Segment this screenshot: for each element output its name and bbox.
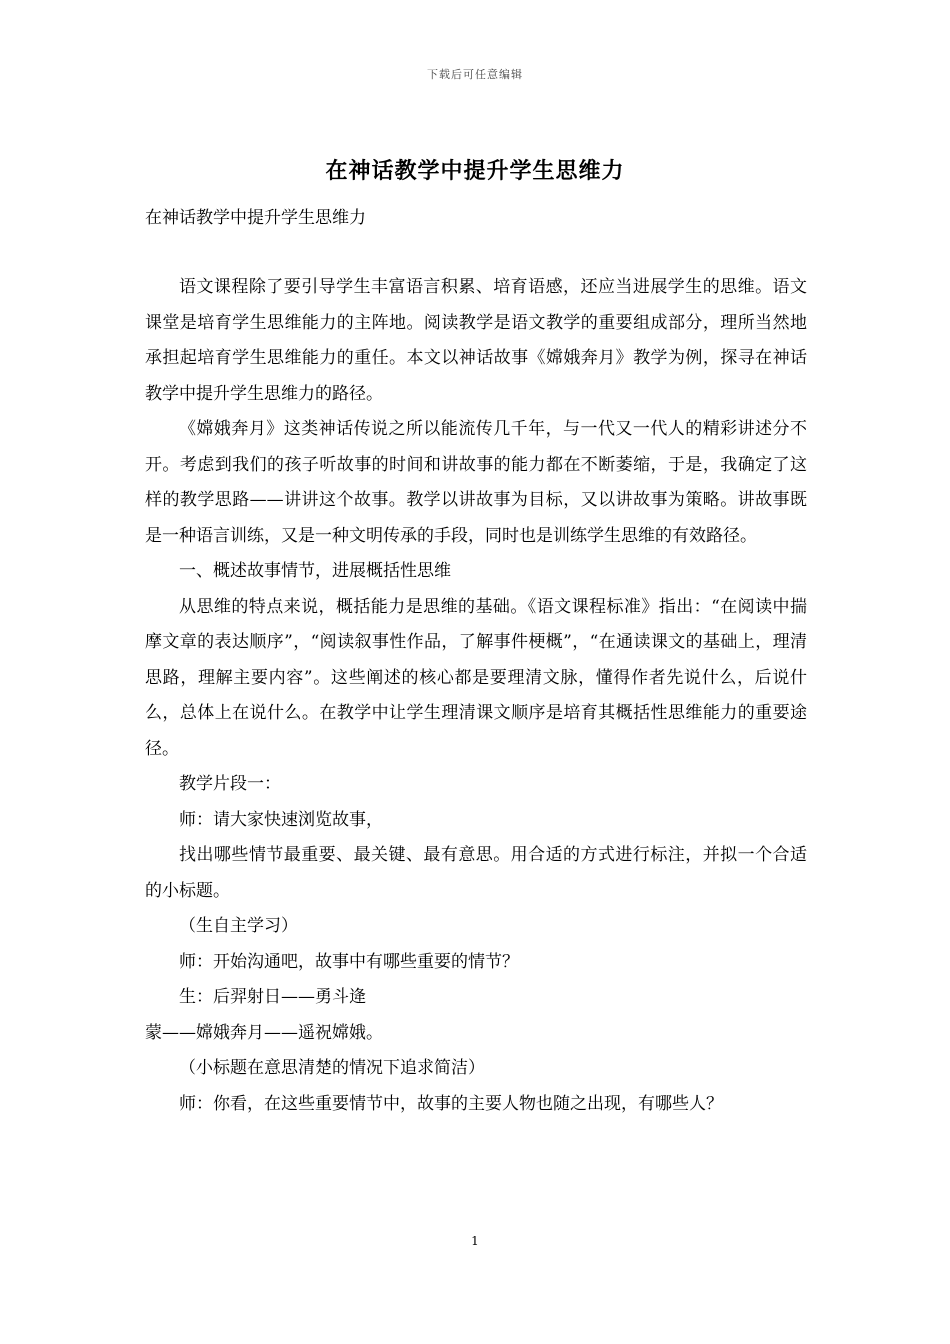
- paragraph: 师：开始沟通吧，故事中有哪些重要的情节？: [179, 951, 519, 972]
- document-subtitle: 在神话教学中提升学生思维力: [145, 208, 366, 228]
- document-title: 在神话教学中提升学生思维力: [325, 158, 625, 184]
- header-note: 下载后可任意编辑: [427, 68, 523, 81]
- document-body: [145, 270, 807, 1122]
- paragraph: 《嫦娥奔月》这类神话传说之所以能流传几千年，与一代又一代人的精彩讲述分不开。考虑到我们的孩子听故事的时间和讲故事的能力都在不断萎缩，于是，我确定了这样的教学思路——讲讲这个故事。教学以讲故事为目标，又以讲故事为策略。讲故事既是一种语言训练，又是一种文明传承的手段，同时也是训练学生思维的有效路径。: [145, 419, 807, 546]
- paragraph: （生自主学习）: [179, 916, 298, 936]
- paragraph: 语文课程除了要引导学生丰富语言积累、培育语感，还应当进展学生的思维。语文课堂是培育学生思维能力的主阵地。阅读教学是语文教学的重要组成部分，理所当然地承担起培育学生思维能力的重任。本文以神话故事《嫦娥奔月》教学为例，探寻在神话教学中提升学生思维力的路径。: [145, 277, 807, 404]
- section-heading: 一、概述故事情节，进展概括性思维: [179, 561, 451, 581]
- paragraph: 从思维的特点来说，概括能力是思维的基础。《语文课程标准》指出：“在阅读中揣摩文章的表达顺序”，“阅读叙事性作品，了解事件梗概”，“在通读课文的基础上，理清思路，理解主要内容”。这些阐述的核心都是要理清文脉，懂得作者先说什么，后说什么，总体上在说什么。在教学中让学生理清课文顺序是培育其概括性思维能力的重要途径。: [145, 596, 807, 759]
- paragraph: 蒙——嫦娥奔月——遥祝嫦娥。: [145, 1022, 383, 1043]
- page-number: 1: [471, 1234, 479, 1248]
- paragraph: （小标题在意思清楚的情况下追求简洁）: [179, 1058, 485, 1078]
- paragraph: 找出哪些情节最重要、最关键、最有意思。用合适的方式进行标注，并拟一个合适的小标题。: [145, 845, 807, 901]
- paragraph: 师：请大家快速浏览故事，: [179, 809, 383, 830]
- paragraph: 师：你看，在这些重要情节中，故事的主要人物也随之出现，有哪些人？: [179, 1093, 723, 1114]
- paragraph: 生：后羿射日——勇斗逄: [179, 987, 366, 1007]
- paragraph: 教学片段一：: [179, 774, 281, 794]
